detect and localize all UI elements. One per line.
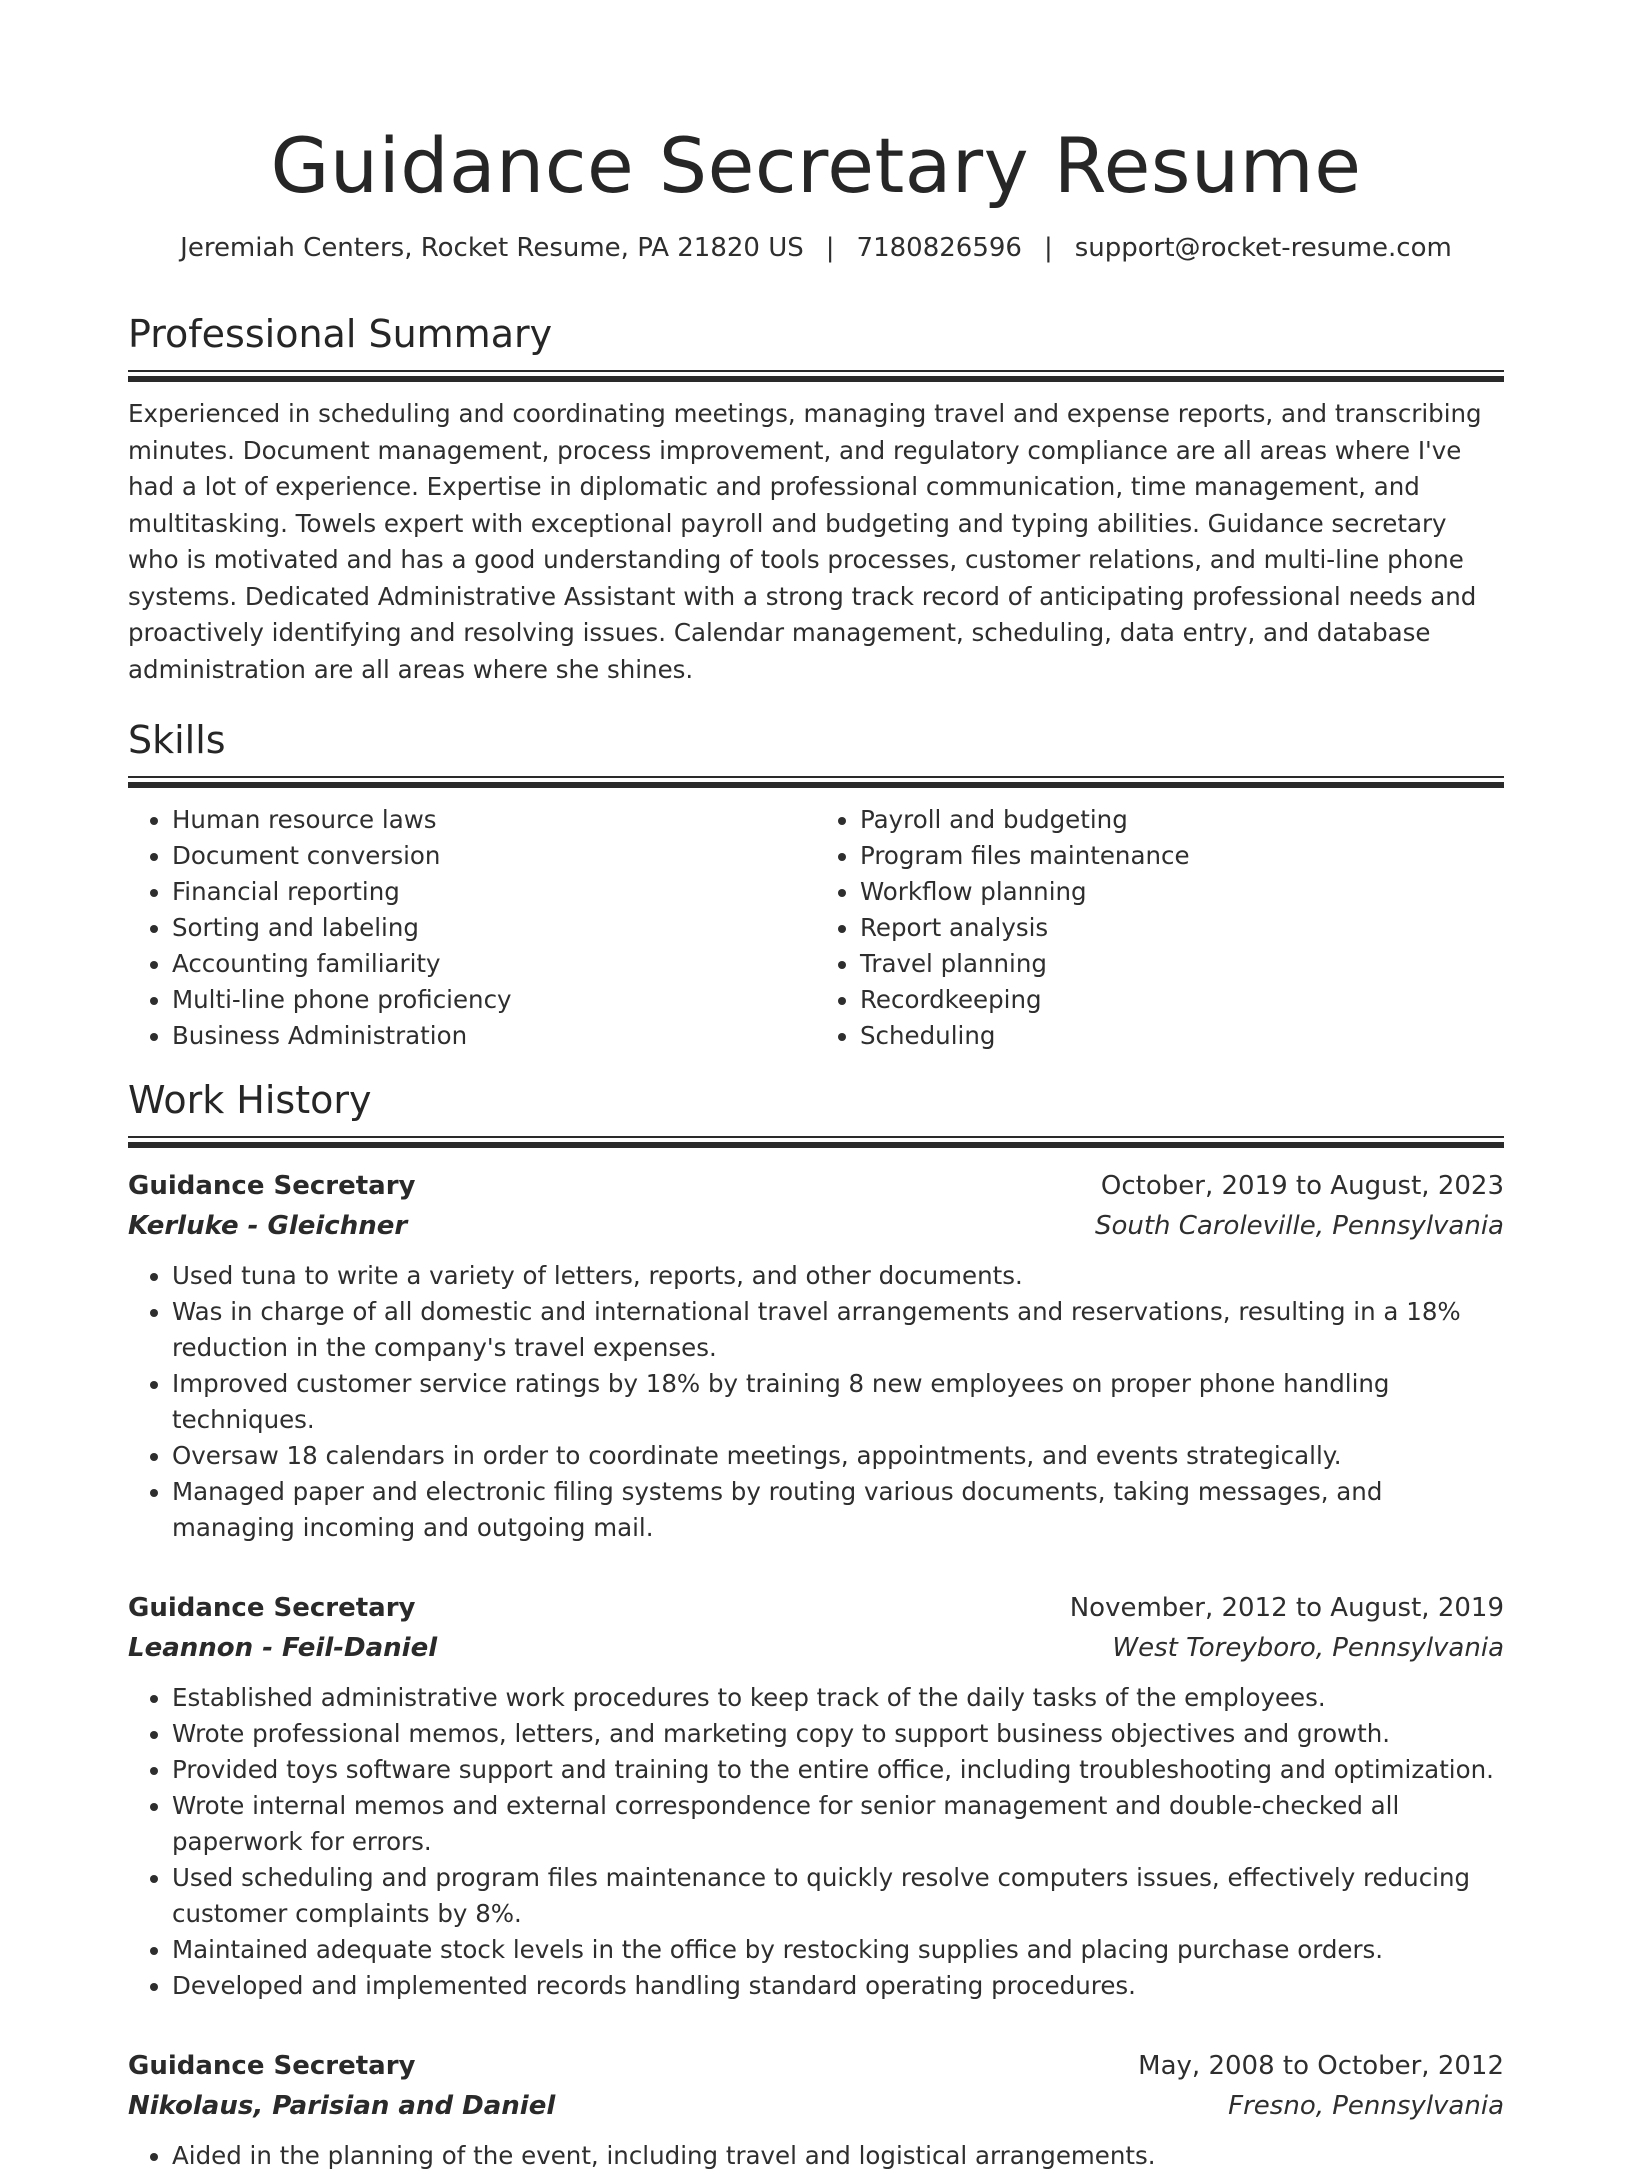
skill-item: • Payroll and budgeting — [860, 802, 1504, 838]
job-header-row — [128, 1166, 1504, 1206]
job-company-row — [128, 2086, 1504, 2126]
job-bullet: • Oversaw 18 calendars in order to coordinate meetings, appointments, and events strategically. — [172, 1438, 1504, 1474]
skill-item: • Report analysis — [860, 910, 1504, 946]
skills-list-left — [172, 802, 816, 1054]
job-bullet-list — [128, 1258, 1504, 1546]
skill-item: • Workflow planning — [860, 874, 1504, 910]
job-company: Nikolaus, Parisian and Daniel — [128, 2091, 556, 2121]
skill-item: • Financial reporting — [172, 874, 816, 910]
skill-item: • Multi-line phone proficiency — [172, 982, 816, 1018]
job-bullet: • Developed and implemented records handling standard operating procedures. — [172, 1968, 1504, 2004]
contact-email: support@rocket-resume.com — [1074, 233, 1452, 263]
job-title: Guidance Secretary — [128, 2051, 416, 2081]
skill-item: • Program files maintenance — [860, 838, 1504, 874]
summary-text: Experienced in scheduling and coordinating meetings, managing travel and expense reports, and transcribing minutes. Document management, process improvement, and regulatory compliance are all areas where I've had a lot of experience. Expertise in diplomatic and professional communication, time management, and multitasking. Towels expert with exceptional payroll and budgeting and typing abilities. Guidance secretary who is motivated and has a good understanding of tools processes, customer relations, and multi-line phone systems. Dedicated Administrative Assistant with a strong track record of anticipating professional needs and proactively identifying and resolving issues. Calendar management, scheduling, data entry, and database administration are all areas where she shines. — [128, 399, 1482, 684]
skills-list-right — [860, 802, 1504, 1054]
job-location: West Toreyboro, Pennsylvania — [1112, 1633, 1504, 1663]
job-title: Guidance Secretary — [128, 1171, 416, 1201]
section-divider — [128, 1136, 1504, 1152]
job-header-row — [128, 2046, 1504, 2086]
job-bullet: • Aided in the planning of the event, including travel and logistical arrangements. — [172, 2138, 1504, 2174]
section-divider — [128, 370, 1504, 386]
job-header-row — [128, 1588, 1504, 1628]
skill-item: • Scheduling — [860, 1018, 1504, 1054]
job-location: South Caroleville, Pennsylvania — [1094, 1211, 1504, 1241]
section-heading-work: Work History — [128, 1078, 372, 1122]
contact-separator: | — [825, 233, 835, 263]
job-bullet: • Wrote professional memos, letters, and marketing copy to support business objectives and growth. — [172, 1716, 1504, 1752]
job-bullet: • Managed paper and electronic filing systems by routing various documents, taking messages, and managing incoming and outgoing mail. — [172, 1474, 1504, 1546]
job-entry — [128, 2046, 1504, 2174]
professional-summary-section — [128, 310, 1504, 688]
resume-title: Guidance Secretary Resume — [270, 121, 1362, 210]
skills-column-right — [816, 802, 1504, 1054]
job-bullet-list — [128, 2138, 1504, 2174]
skill-item: • Sorting and labeling — [172, 910, 816, 946]
job-company: Leannon - Feil-Daniel — [128, 1633, 438, 1663]
job-dates: November, 2012 to August, 2019 — [1069, 1593, 1504, 1623]
job-dates: October, 2019 to August, 2023 — [1100, 1171, 1504, 1201]
job-company-row — [128, 1628, 1504, 1668]
job-bullet: • Used tuna to write a variety of letters, reports, and other documents. — [172, 1258, 1504, 1294]
job-company: Kerluke - Gleichner — [128, 1211, 408, 1241]
work-history-section — [128, 1076, 1504, 2174]
job-bullet: • Was in charge of all domestic and international travel arrangements and reservations, resulting in a 18% reduction in the company's travel expenses. — [172, 1294, 1504, 1366]
skill-item: • Accounting familiarity — [172, 946, 816, 982]
skills-section — [128, 716, 1504, 1054]
job-company-row — [128, 1206, 1504, 1246]
skill-item: • Recordkeeping — [860, 982, 1504, 1018]
skill-item: • Business Administration — [172, 1018, 816, 1054]
job-title: Guidance Secretary — [128, 1593, 416, 1623]
section-heading-skills: Skills — [128, 718, 226, 762]
skills-column-left — [128, 802, 816, 1054]
contact-info — [128, 230, 1504, 266]
job-bullet: • Established administrative work procedures to keep track of the daily tasks of the employees. — [172, 1680, 1504, 1716]
job-entry — [128, 1588, 1504, 2004]
skill-item: • Document conversion — [172, 838, 816, 874]
section-divider — [128, 776, 1504, 792]
contact-address: Jeremiah Centers, Rocket Resume, PA 21820 US — [180, 233, 804, 263]
job-bullet: • Provided toys software support and training to the entire office, including troubleshooting and optimization. — [172, 1752, 1504, 1788]
section-heading-summary: Professional Summary — [128, 312, 553, 356]
job-location: Fresno, Pennsylvania — [1228, 2091, 1504, 2121]
skill-item: • Human resource laws — [172, 802, 816, 838]
job-bullet: • Maintained adequate stock levels in the office by restocking supplies and placing purchase orders. — [172, 1932, 1504, 1968]
job-bullet: • Improved customer service ratings by 18% by training 8 new employees on proper phone handling techniques. — [172, 1366, 1504, 1438]
job-entry — [128, 1166, 1504, 1546]
skills-grid — [128, 802, 1504, 1054]
contact-phone: 7180826596 — [856, 233, 1022, 263]
job-bullet-list — [128, 1680, 1504, 2004]
job-bullet: • Used scheduling and program files maintenance to quickly resolve computers issues, effectively reducing customer complaints by 8%. — [172, 1860, 1504, 1932]
job-dates: May, 2008 to October, 2012 — [1138, 2051, 1504, 2081]
contact-separator: | — [1043, 233, 1053, 263]
skill-item: • Travel planning — [860, 946, 1504, 982]
job-bullet: • Wrote internal memos and external correspondence for senior management and double-checked all paperwork for errors. — [172, 1788, 1504, 1860]
